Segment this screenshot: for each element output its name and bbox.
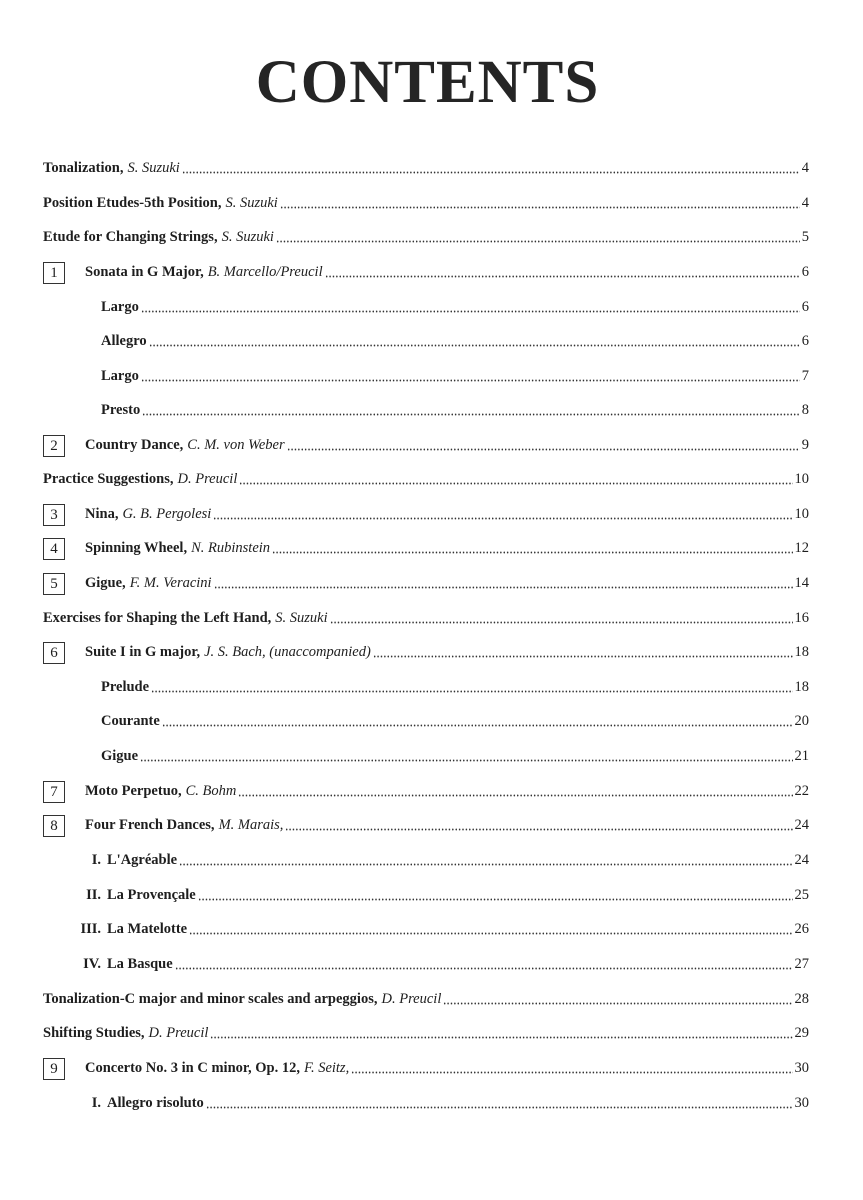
page-number: 26 [794,921,809,937]
entry-title: L'Agréable [107,852,178,868]
page-number: 20 [794,713,809,729]
entry-title: Presto [101,402,141,418]
page-number: 28 [794,991,809,1007]
toc-entry [101,361,809,385]
entry-composer: B. Marcello/Preucil [207,264,323,280]
toc-entry [43,984,809,1008]
dot-leader [280,205,800,209]
page-number: 24 [794,817,809,833]
piece-number-box: 3 [43,504,65,526]
entry-composer: D. Preucil [177,471,238,487]
dot-leader [198,897,793,901]
dot-leader [287,447,800,451]
entry-composer: F. Seitz, [303,1060,350,1076]
dot-leader [351,1070,792,1074]
entry-title: Etude for Changing Strings, [43,229,218,245]
piece-number-box: 7 [43,781,65,803]
dot-leader [285,827,792,831]
toc-entry [43,1018,809,1042]
page-number: 27 [794,956,809,972]
dot-leader [443,1001,792,1005]
page-number: 29 [794,1025,809,1041]
entry-title: La Matelotte [107,921,188,937]
entry-composer: G. B. Pergolesi [122,506,212,522]
movement-numeral: II. [86,887,101,903]
page-number: 7 [801,368,809,384]
entry-title: Allegro risoluto [107,1095,204,1111]
toc-entry [43,568,809,592]
entry-title: La Provençale [107,887,196,903]
piece-number-box: 4 [43,538,65,560]
page-number: 18 [794,644,809,660]
toc-entry [43,533,809,557]
movement-numeral: I. [91,852,101,868]
entry-composer: C. Bohm [185,783,237,799]
dot-leader [210,1035,792,1039]
entry-composer: N. Rubinstein [191,540,271,556]
dot-leader [272,550,792,554]
dot-leader [179,862,792,866]
dot-leader [162,723,793,727]
dot-leader [325,274,800,278]
dot-leader [182,170,800,174]
toc-entry [43,603,809,627]
movement-numeral: I. [91,1095,101,1111]
toc-entry [43,464,809,488]
entry-title: La Basque [107,956,173,972]
entry-title: Four French Dances, [85,817,215,833]
dot-leader [175,966,793,970]
toc-entry [72,880,809,904]
dot-leader [373,654,793,658]
toc-entry [43,222,809,246]
toc-entry [101,741,809,765]
entry-title: Largo [101,299,139,315]
dot-leader [330,620,793,624]
movement-numeral: III. [80,921,101,937]
page-number: 25 [794,887,809,903]
entry-title: Moto Perpetuo, [85,783,182,799]
page-number: 14 [794,575,809,591]
piece-number-box: 6 [43,642,65,664]
toc-entry [43,637,809,661]
toc-entry [101,326,809,350]
entry-title: Allegro [101,333,147,349]
toc-entry [72,1088,809,1112]
page-title: CONTENTS [255,49,600,116]
toc-entry [43,430,809,454]
page-number: 30 [794,1095,809,1111]
toc-entry [72,914,809,938]
entry-title: Prelude [101,679,150,695]
entry-composer: S. Suzuki [275,610,328,626]
toc-entry [72,845,809,869]
page-number: 5 [801,229,809,245]
entry-title: Nina, [85,506,119,522]
dot-leader [140,758,792,762]
entry-title: Concerto No. 3 in C minor, Op. 12, [85,1060,300,1076]
entry-composer: D. Preucil [148,1025,209,1041]
piece-number-box: 1 [43,262,65,284]
entry-composer: M. Marais, [218,817,284,833]
entry-composer: S. Suzuki [127,160,180,176]
page-number: 18 [794,679,809,695]
page-number: 10 [794,506,809,522]
toc-entry [72,949,809,973]
dot-leader [213,516,792,520]
dot-leader [142,412,800,416]
toc-entry [43,257,809,281]
toc-entry [101,395,809,419]
dot-leader [141,378,800,382]
dot-leader [238,793,792,797]
entry-title: Tonalization, [43,160,124,176]
toc-entry [43,810,809,834]
piece-number-box: 2 [43,435,65,457]
piece-number-box: 9 [43,1058,65,1080]
page-number: 16 [794,610,809,626]
piece-number-box: 8 [43,815,65,837]
page-number: 22 [794,783,809,799]
page-number: 12 [794,540,809,556]
dot-leader [214,585,793,589]
page-number: 4 [801,160,809,176]
entry-title: Exercises for Shaping the Left Hand, [43,610,272,626]
toc-entry [43,499,809,523]
entry-title: Tonalization-C major and minor scales and arpeggios, [43,991,378,1007]
page-number: 4 [801,195,809,211]
page-number: 6 [801,333,809,349]
entry-title: Spinning Wheel, [85,540,188,556]
page-number: 21 [794,748,809,764]
page-number: 30 [794,1060,809,1076]
entry-composer: F. M. Veracini [129,575,212,591]
entry-title: Practice Suggestions, [43,471,174,487]
toc-entry [101,672,809,696]
entry-composer: J. S. Bach, (unaccompanied) [204,644,371,660]
entry-title: Largo [101,368,139,384]
entry-title: Courante [101,713,160,729]
entry-composer: D. Preucil [381,991,442,1007]
movement-numeral: IV. [83,956,101,972]
entry-title: Suite I in G major, [85,644,201,660]
dot-leader [189,931,792,935]
entry-composer: S. Suzuki [221,229,274,245]
toc-entry [43,1053,809,1077]
dot-leader [149,343,800,347]
toc-entry [43,188,809,212]
entry-title: Shifting Studies, [43,1025,145,1041]
page-number: 8 [801,402,809,418]
dot-leader [151,689,792,693]
piece-number-box: 5 [43,573,65,595]
page-number: 9 [801,437,809,453]
page-number: 10 [794,471,809,487]
entry-composer: S. Suzuki [225,195,278,211]
entry-title: Gigue, [85,575,126,591]
entry-title: Country Dance, [85,437,184,453]
dot-leader [206,1105,793,1109]
entry-composer: C. M. von Weber [187,437,285,453]
page-number: 6 [801,299,809,315]
toc-entry [101,292,809,316]
entry-title: Sonata in G Major, [85,264,204,280]
dot-leader [239,481,792,485]
toc-entry [43,153,809,177]
dot-leader [141,309,800,313]
page-number: 6 [801,264,809,280]
entry-title: Gigue [101,748,139,764]
page-number: 24 [794,852,809,868]
dot-leader [276,239,800,243]
toc-entry [101,706,809,730]
entry-title: Position Etudes-5th Position, [43,195,222,211]
toc-entry [43,776,809,800]
